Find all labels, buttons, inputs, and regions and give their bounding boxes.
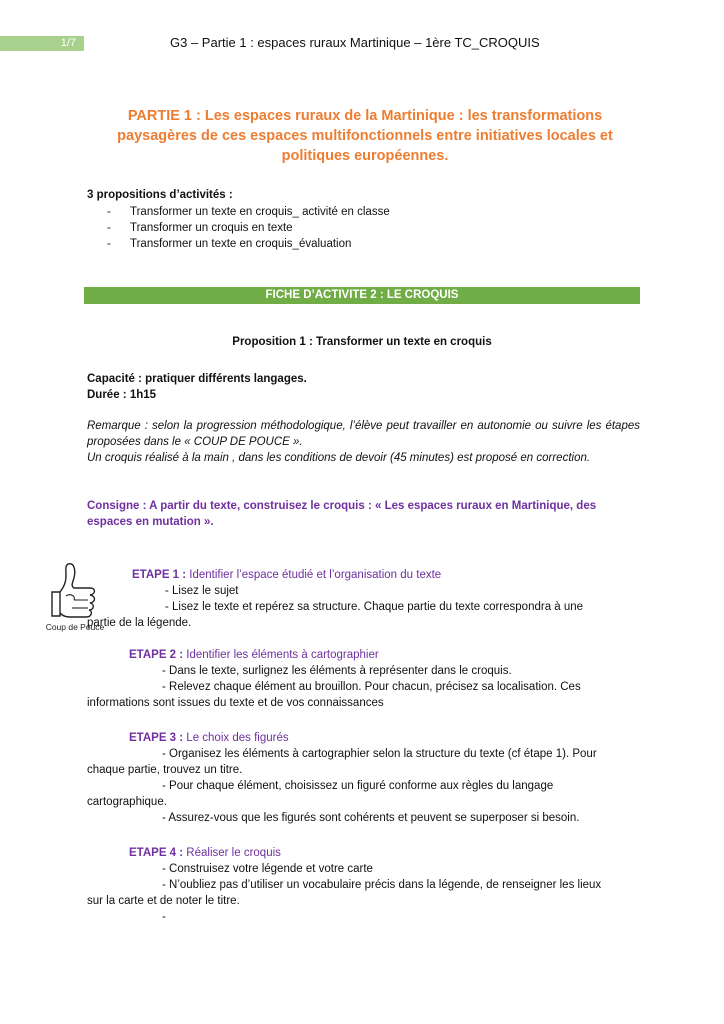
main-title-line: PARTIE 1 : Les espaces ruraux de la Martinique : les transformations <box>127 108 603 124</box>
remarque-line: Remarque : selon la progression méthodologique, l’élève peut travailler en autonomie ou suivre les étapes proposées dans le « COUP DE POUCE ». <box>87 420 640 448</box>
etape-line: - Lisez le sujet <box>165 585 239 597</box>
etape-title: ETAPE 1 : Identifier l’espace étudié et l’organisation du texte <box>132 569 442 581</box>
activity-item: - Transformer un croquis en texte <box>107 222 293 234</box>
etape-line: - Pour chaque élément, choisissez un figuré conforme aux règles du langage <box>162 780 554 792</box>
main-title <box>90 106 640 166</box>
activity-item: - Transformer un texte en croquis_évaluation <box>107 238 352 250</box>
capacite: Capacité : pratiquer différents langages. <box>87 373 307 385</box>
activity-banner: FICHE D’ACTIVITE 2 : LE CROQUIS <box>84 287 640 304</box>
etape-3 <box>87 730 640 826</box>
etape-line: - Assurez-vous que les figurés sont cohérents et peuvent se superposer si besoin. <box>162 812 580 824</box>
bullet-dash: - <box>107 238 111 250</box>
consigne: Consigne : A partir du texte, construisez le croquis : « Les espaces ruraux en Martinique, des espaces en mutation ». <box>87 500 597 528</box>
bullet-dash: - <box>107 222 111 234</box>
remarque-line: Un croquis réalisé à la main , dans les conditions de devoir (45 minutes) est proposé en correction. <box>87 452 591 464</box>
etape-line: - <box>162 911 166 923</box>
page-indicator: 1/7 <box>0 36 84 51</box>
etape-line: - N’oubliez pas d’utiliser un vocabulaire précis dans la légende, de renseigner les lieux <box>162 879 602 891</box>
etape-line: sur la carte et de noter le titre. <box>87 895 240 907</box>
etape-line: cartographique. <box>87 796 167 808</box>
etape-line: - Construisez votre légende et votre carte <box>162 863 373 875</box>
bullet-dash: - <box>107 206 111 218</box>
activity-item: - Transformer un texte en croquis_ activité en classe <box>107 206 390 218</box>
etape-title: ETAPE 4 : Réaliser le croquis <box>129 847 281 859</box>
header-title: G3 – Partie 1 : espaces ruraux Martinique – 1ère TC_CROQUIS <box>170 35 540 50</box>
etape-line: chaque partie, trouvez un titre. <box>87 764 243 776</box>
duree: Durée : 1h15 <box>87 389 157 401</box>
remarque <box>87 418 640 466</box>
etape-4 <box>87 845 640 925</box>
proposition-title: Proposition 1 : Transformer un texte en croquis <box>232 336 492 348</box>
etape-1 <box>87 567 640 631</box>
main-title-line: paysagères de ces espaces multifonctionnels entre initiatives locales et <box>117 128 613 144</box>
etape-line: - Relevez chaque élément au brouillon. Pour chacun, précisez sa localisation. Ces <box>162 681 581 693</box>
coup-de-pouce-label: Coup de Pouce <box>45 622 105 632</box>
etape-line: partie de la légende. <box>87 617 192 629</box>
etape-title: ETAPE 3 : Le choix des figurés <box>129 732 289 744</box>
main-title-line: politiques européennes. <box>281 148 449 164</box>
activities-list <box>87 204 390 252</box>
etape-title: ETAPE 2 : Identifier les éléments à cartographier <box>129 649 379 661</box>
etape-line: - Lisez le texte et repérez sa structure. Chaque partie du texte correspondra à une <box>165 601 584 613</box>
etape-line: - Dans le texte, surlignez les éléments à représenter dans le croquis. <box>162 665 512 677</box>
etape-line: informations sont issues du texte et de vos connaissances <box>87 697 384 709</box>
etape-2 <box>87 647 640 711</box>
etape-line: - Organisez les éléments à cartographier selon la structure du texte (cf étape 1). Pour <box>162 748 597 760</box>
activities-title: 3 propositions d’activités : <box>87 189 233 201</box>
